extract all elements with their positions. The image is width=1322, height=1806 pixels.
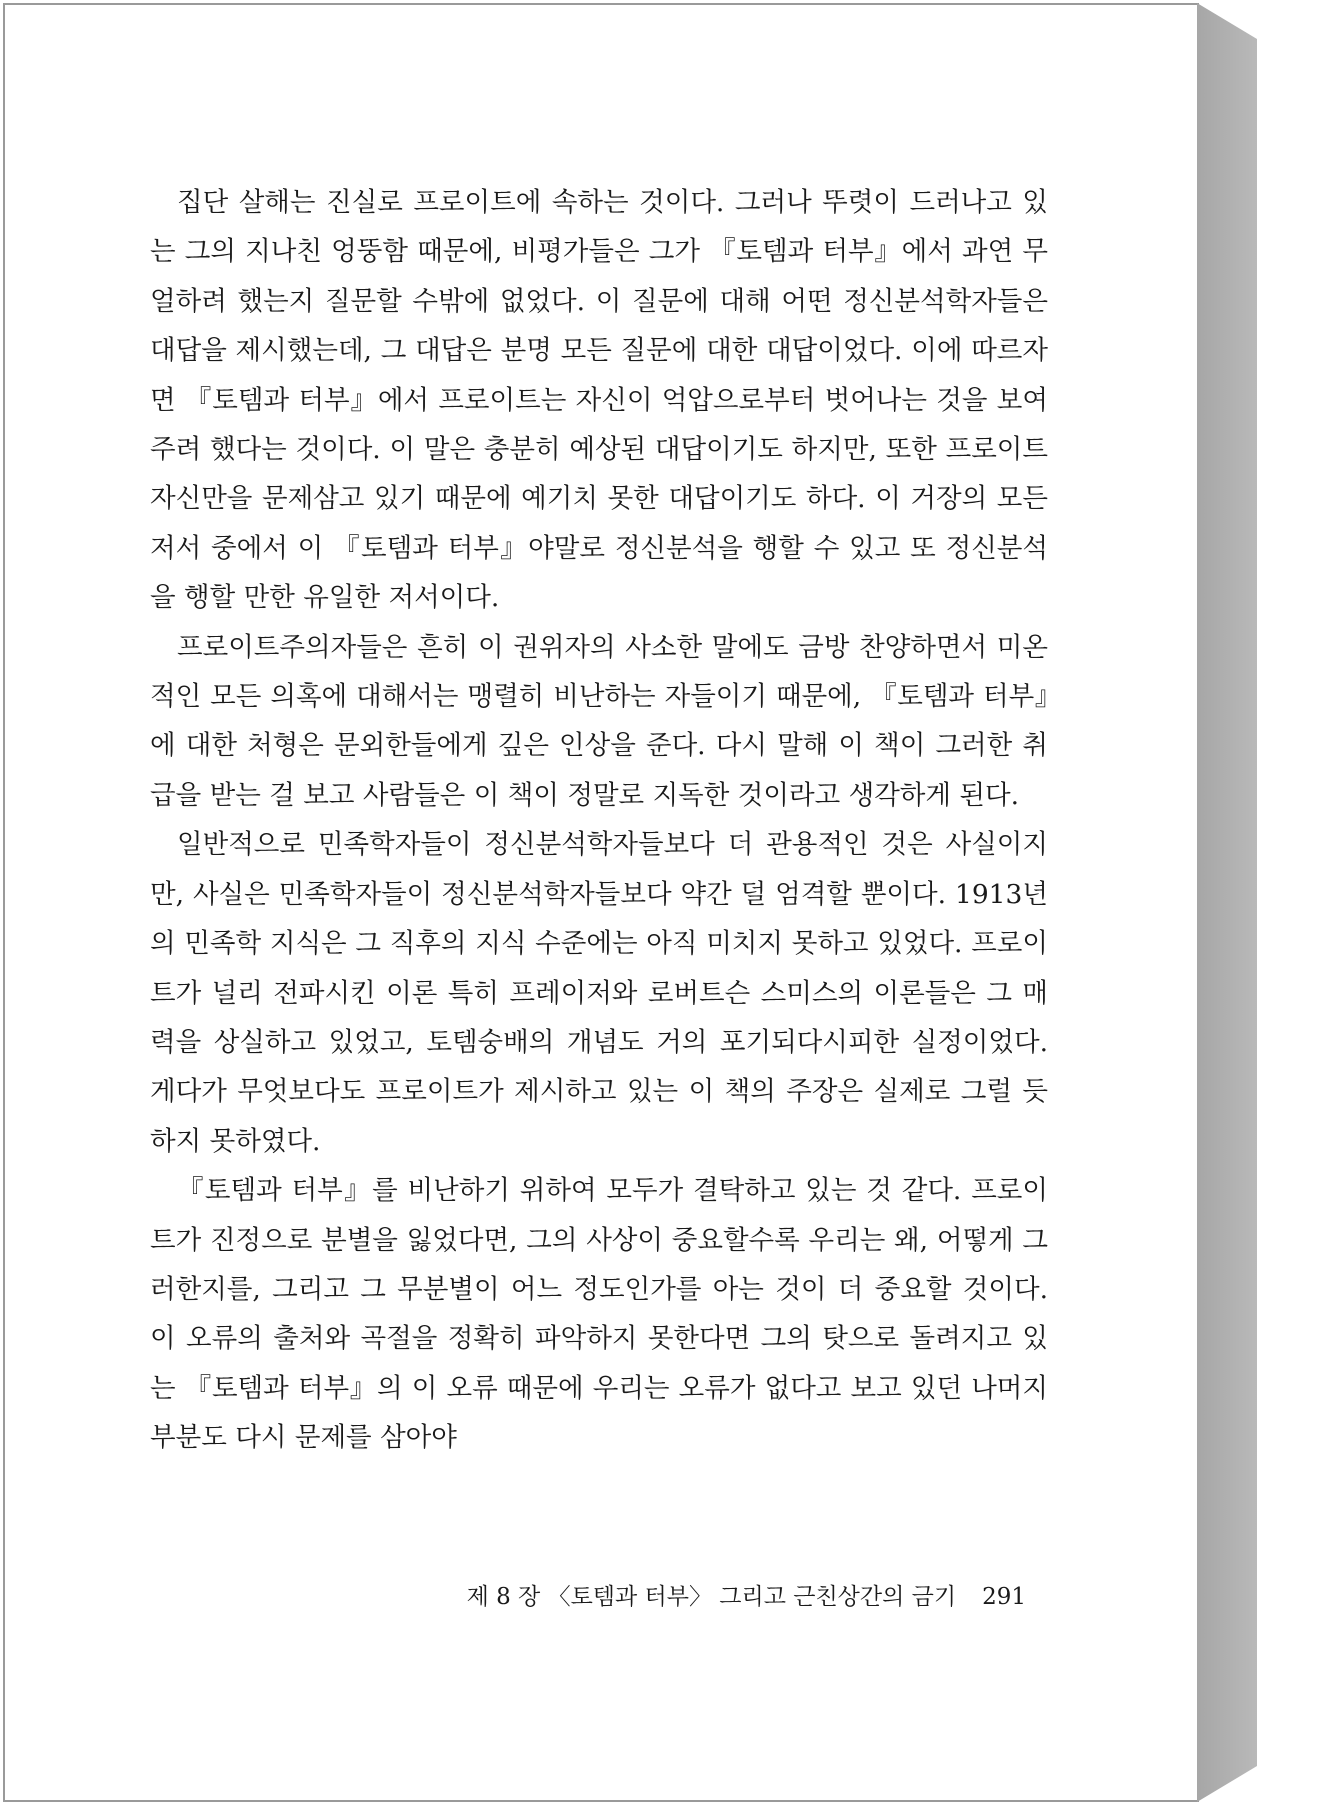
book-page-edge-shade [1197,3,1257,1802]
body-text [150,178,1048,1463]
paragraph-1: 집단 살해는 진실로 프로이트에 속하는 것이다. 그러나 뚜렷이 드러나고 있는 그의 지나친 엉뚱함 때문에, 비평가들은 그가 『토템과 터부』에서 과연 무얼하려 했는지 질문할 수밖에 없었다. 이 질문에 대해 어떤 정신분석학자들은 대답을 제시했는데, 그 대답은 분명 모든 질문에 대한 대답이었다. 이에 따르자면 『토템과 터부』에서 프로이트는 자신이 억압으로부터 벗어나는 것을 보여주려 했다는 것이다. 이 말은 충분히 예상된 대답이기도 하지만, 또한 프로이트 자신만을 문제삼고 있기 때문에 예기치 못한 대답이기도 하다. 이 거장의 모든 저서 중에서 이 『토템과 터부』야말로 정신분석을 행할 수 있고 또 정신분석을 행할 만한 유일한 저서이다. [150,187,1048,614]
paragraph-4: 『토템과 터부』를 비난하기 위하여 모두가 결탁하고 있는 것 같다. 프로이트가 진정으로 분별을 잃었다면, 그의 사상이 중요할수록 우리는 왜, 어떻게 그러한지를, 그리고 그 무분별이 어느 정도인가를 아는 것이 더 중요할 것이다. 이 오류의 출처와 곡절을 정확히 파악하지 못한다면 그의 탓으로 돌려지고 있는 『토템과 터부』의 이 오류 때문에 우리는 오류가 없다고 보고 있던 나머지 부분도 다시 문제를 삼아야 [150,1175,1048,1454]
paragraph-3: 일반적으로 민족학자들이 정신분석학자들보다 더 관용적인 것은 사실이지만, 사실은 민족학자들이 정신분석학자들보다 약간 덜 엄격할 뿐이다. 1913년의 민족학 지식은 그 직후의 지식 수준에는 아직 미치지 못하고 있었다. 프로이트가 널리 전파시킨 이론 특히 프레이저와 로버트슨 스미스의 이론들은 그 매력을 상실하고 있었고, 토템숭배의 개념도 거의 포기되다시피한 실정이었다. 게다가 무엇보다도 프로이트가 제시하고 있는 이 책의 주장은 실제로 그럴 듯하지 못하였다. [150,829,1048,1157]
running-chapter-title: 제 8 장 〈토템과 터부〉 그리고 근친상간의 금기 [466,1584,957,1610]
page-number: 291 [982,1584,1026,1610]
page-footer [150,1578,1026,1611]
paragraph-2: 프로이트주의자들은 흔히 이 권위자의 사소한 말에도 금방 찬양하면서 미온적인 모든 의혹에 대해서는 맹렬히 비난하는 자들이기 때문에, 『토템과 터부』에 대한 처형은 문외한들에게 깊은 인상을 준다. 다시 말해 이 책이 그러한 취급을 받는 걸 보고 사람들은 이 책이 정말로 지독한 것이라고 생각하게 된다. [150,631,1048,811]
